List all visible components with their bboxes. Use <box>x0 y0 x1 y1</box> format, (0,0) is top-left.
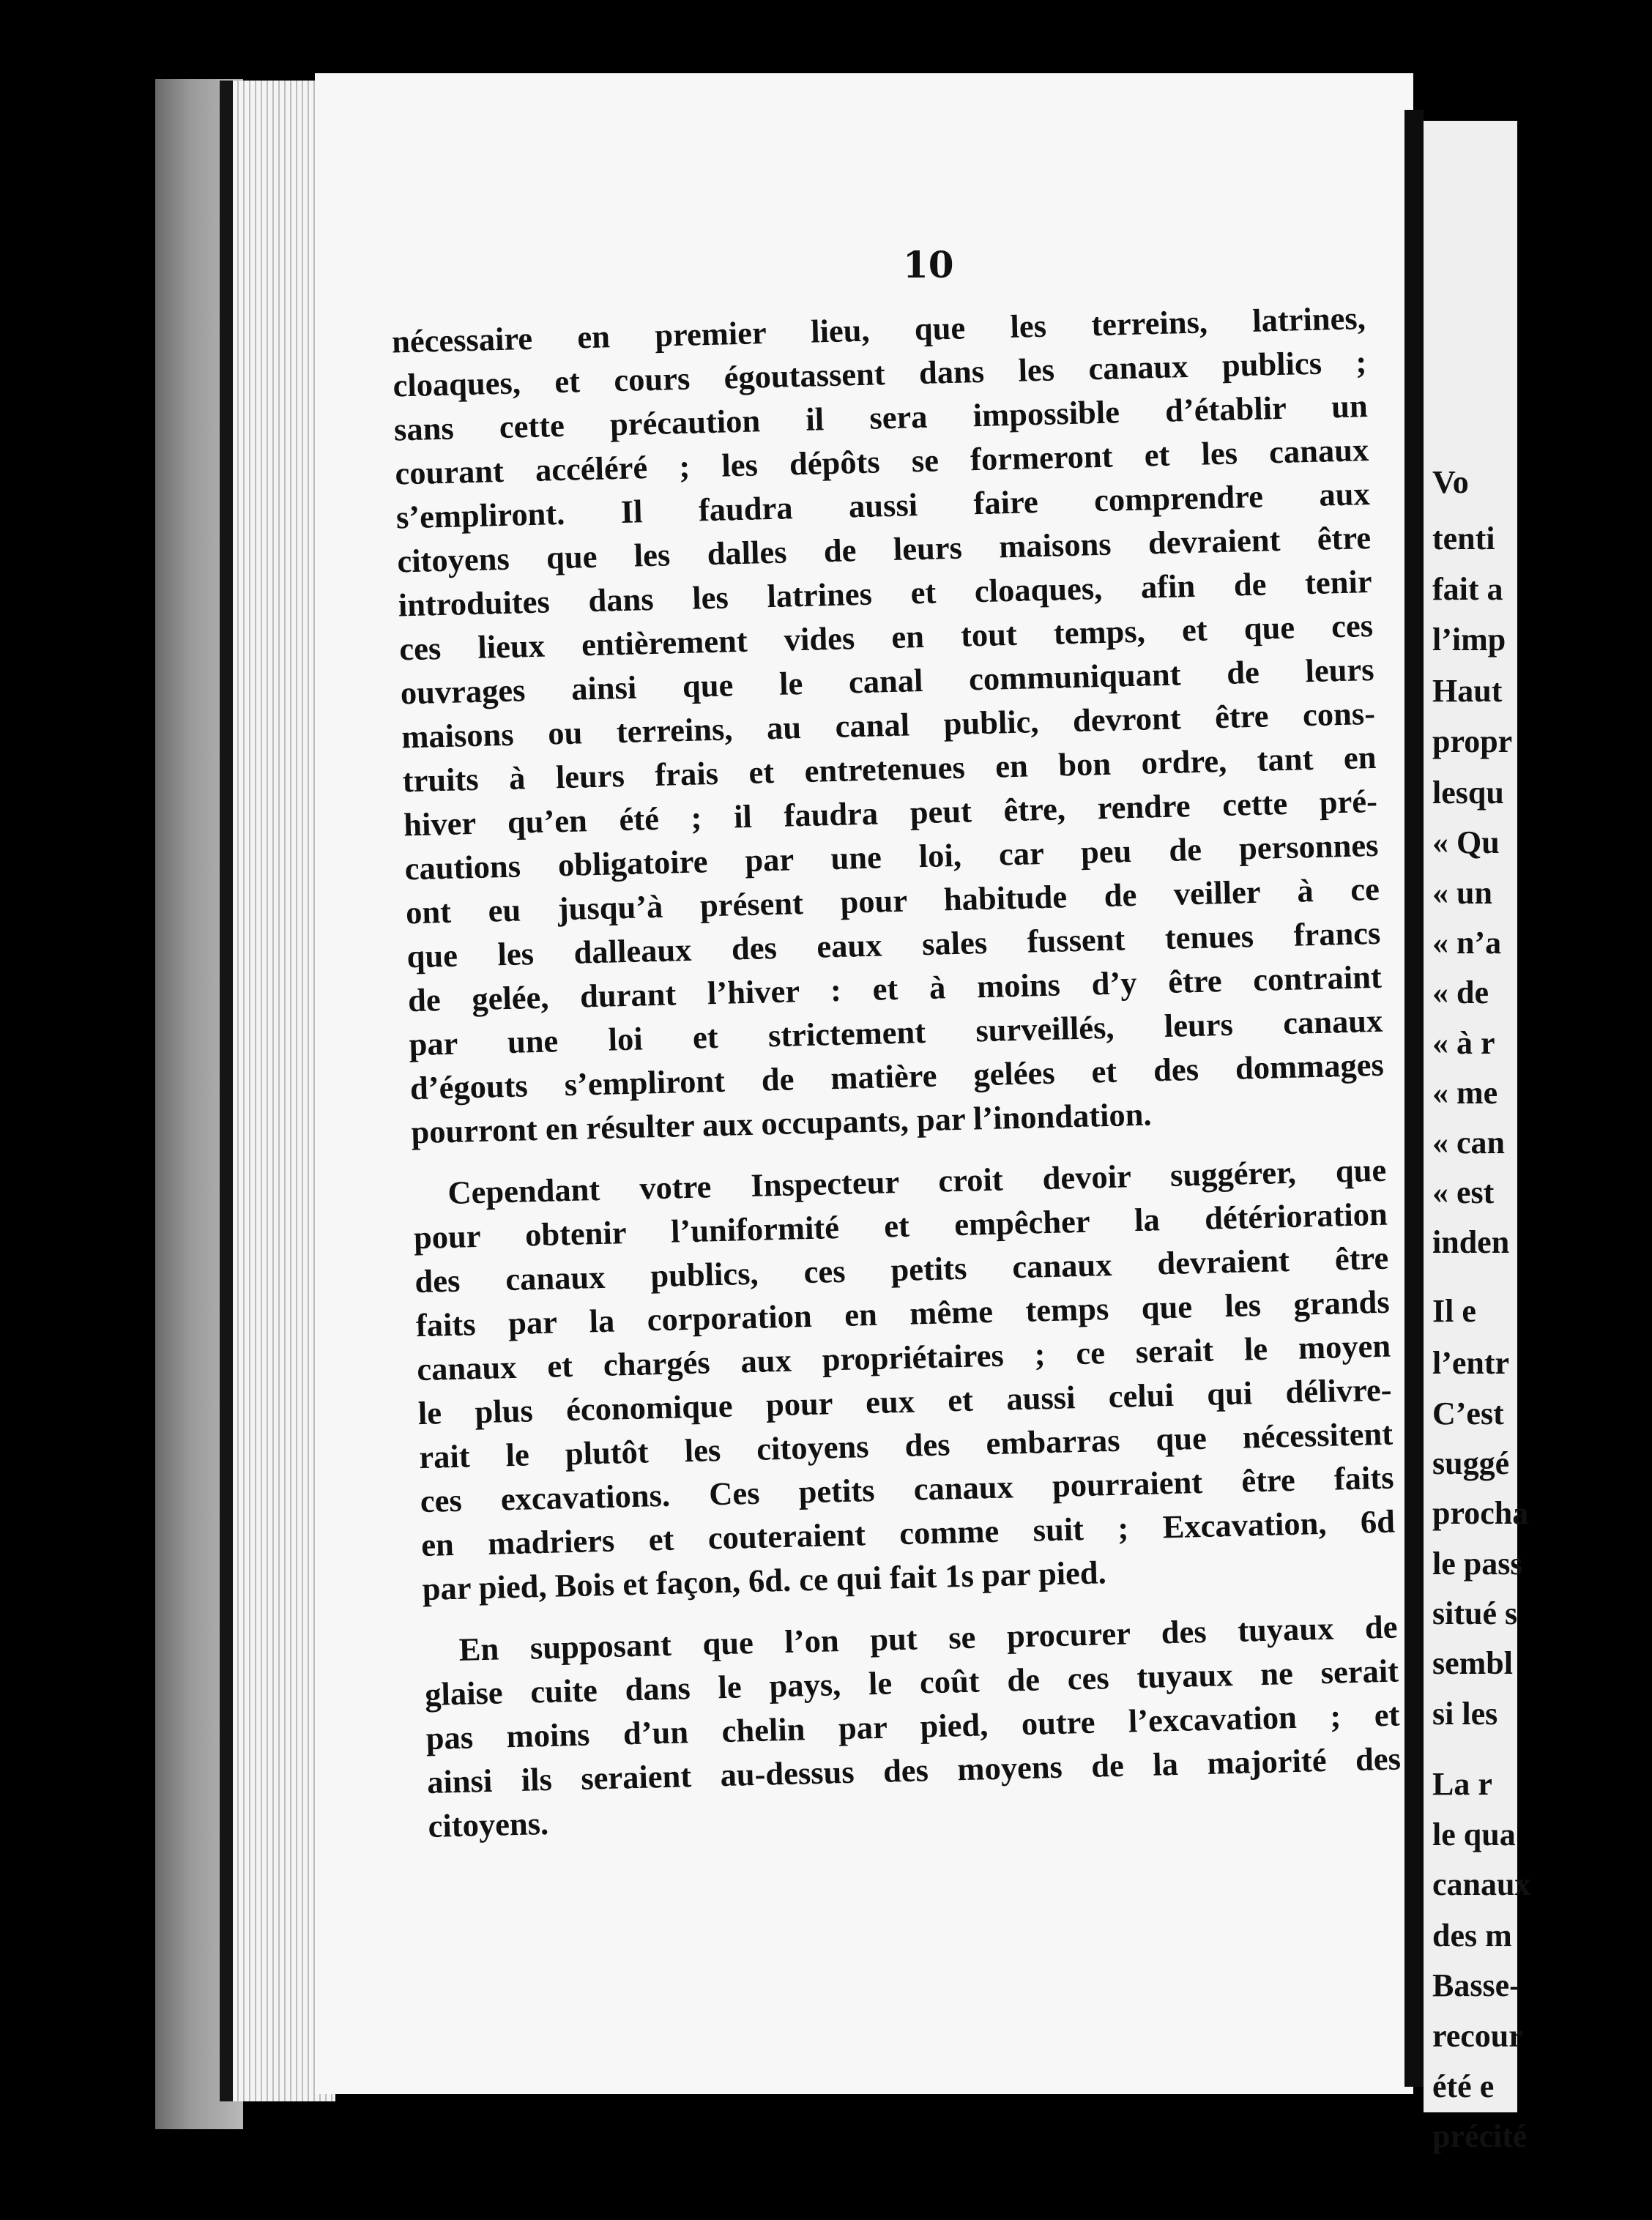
text-line: que les dalleaux des eaux sales fussent tenues francs <box>406 914 1381 975</box>
text-line: pas moins d’un chelin par pied, outre l’excavation ; et <box>425 1696 1400 1757</box>
right-page-fragment: La r <box>1432 1766 1492 1802</box>
right-page-fragment: « Qu <box>1432 824 1500 860</box>
right-page-fragment: suggé <box>1432 1445 1510 1481</box>
book-spine <box>1404 110 1424 2087</box>
text-line: nécessaire en premier lieu, que les terreins, latrines, <box>391 299 1366 360</box>
right-page-fragment: fait a <box>1432 571 1503 607</box>
book-page-right <box>1424 121 1531 2154</box>
text-line: ces excavations. Ces petits canaux pourraient être faits <box>420 1459 1395 1520</box>
text-line: maisons ou terreins, au canal public, devront être cons- <box>401 694 1376 756</box>
right-page-fragment: sembl <box>1432 1645 1513 1681</box>
text-line: en madriers et couteraient comme suit ; Excavation, 6d <box>420 1502 1396 1564</box>
text-line: ces lieux entièrement vides en tout temps, et que ces <box>398 606 1374 668</box>
paragraph <box>391 296 1385 1154</box>
right-page-fragment: « est <box>1432 1174 1495 1210</box>
right-page-fragment: « de <box>1432 975 1489 1010</box>
text-line: par pied, Bois et façon, 6d. ce qui fait 1s par pied. <box>422 1554 1107 1608</box>
text-line: pourront en résulter aux occupants, par l’inondation. <box>410 1095 1153 1151</box>
right-page-fragment: « un <box>1432 875 1492 911</box>
text-line: En supposant que l’on put se procurer des tuyaux de <box>458 1608 1399 1668</box>
text-line: faits par la corporation en même temps que les grands <box>415 1283 1391 1344</box>
text-line: sans cette précaution il sera impossible d’établir un <box>393 387 1369 448</box>
text-line: citoyens que les dalles de leurs maisons devraient être <box>396 518 1372 580</box>
right-page-fragment: le qua <box>1432 1817 1516 1852</box>
right-page-fragment: tenti <box>1432 521 1495 556</box>
paragraph <box>412 1148 1396 1611</box>
text-line: glaise cuite dans le pays, le coût de ces tuyaux ne serait <box>424 1652 1399 1713</box>
text-line: hiver qu’en été ; il faudra peut être, rendre cette pré- <box>403 782 1378 843</box>
right-page-fragment: propr <box>1432 723 1513 759</box>
page-number: 10 <box>903 243 954 286</box>
text-line: d’égouts s’empliront de matière gelées et des dommages <box>409 1046 1385 1107</box>
text-line: s’empliront. Il faudra aussi faire comprendre aux <box>395 474 1371 536</box>
right-page-fragment: Haut <box>1432 673 1503 709</box>
text-line: canaux et chargés aux propriétaires ; ce serait le moyen <box>416 1327 1391 1388</box>
right-page-fragment: situé s <box>1432 1595 1518 1631</box>
right-page-fragment: l’entr <box>1432 1345 1510 1381</box>
text-line: le plus économique pour eux et aussi celui qui délivre- <box>417 1371 1393 1432</box>
text-line: ainsi ils seraient au-dessus des moyens de la majorité des <box>426 1740 1402 1800</box>
text-line: de gelée, durant l’hiver : et à moins d’y être contraint <box>407 958 1383 1019</box>
right-page-fragment: procha <box>1432 1495 1529 1531</box>
right-page-fragment: le pass <box>1432 1546 1523 1582</box>
right-page-fragment: « can <box>1432 1125 1505 1161</box>
text-line: cautions obligatoire par une loi, car peu de personnes <box>404 826 1379 887</box>
text-line: rait le plutôt les citoyens des embarras que nécessitent <box>418 1415 1394 1476</box>
right-page-fragment: l’imp <box>1432 622 1506 658</box>
right-page-fragment: Vo <box>1432 464 1469 500</box>
right-page-fragment: canaux <box>1432 1866 1531 1902</box>
right-page-fragment: des m <box>1432 1918 1512 1953</box>
body-text <box>391 296 1402 1866</box>
right-page-fragment: lesqu <box>1432 775 1504 811</box>
text-line: truits à leurs frais et entretenues en bon ordre, tant en <box>402 738 1377 800</box>
right-page-fragment: inden <box>1432 1224 1510 1260</box>
text-line: des canaux publics, ces petits canaux devraient être <box>414 1239 1389 1300</box>
right-page-fragment: « me <box>1432 1075 1498 1111</box>
right-page-fragment: précité <box>1432 2118 1528 2154</box>
text-line: ont eu jusqu’à présent pour habitude de veiller à ce <box>405 870 1380 931</box>
text-line: courant accéléré ; les dépôts se formeront et les canaux <box>394 431 1369 492</box>
text-line: ouvrages ainsi que le canal communiquant de leurs <box>400 650 1375 712</box>
paragraph <box>423 1605 1402 1848</box>
right-page-fragment: si les <box>1432 1696 1498 1732</box>
right-page-fragment: « à r <box>1432 1025 1495 1061</box>
right-page-fragment: Il e <box>1432 1293 1476 1329</box>
right-page-fragment: été e <box>1432 2068 1495 2104</box>
text-line: introduites dans les latrines et cloaques, afin de tenir <box>398 562 1373 624</box>
right-page-fragment: C’est <box>1432 1396 1504 1431</box>
text-line: cloaques, et cours égoutassent dans les canaux publics ; <box>392 343 1367 404</box>
text-line: pour obtenir l’uniformité et empêcher la détérioration <box>413 1195 1388 1256</box>
text-line: par une loi et strictement surveillés, leurs canaux <box>408 1002 1383 1063</box>
right-page-fragment: « n’a <box>1432 925 1502 961</box>
text-line: Cependant votre Inspecteur croit devoir suggérer, que <box>447 1151 1387 1212</box>
right-page-fragment: recour <box>1432 2018 1523 2054</box>
text-line: citoyens. <box>428 1804 549 1844</box>
right-page-fragment: Basse- <box>1432 1967 1520 2003</box>
